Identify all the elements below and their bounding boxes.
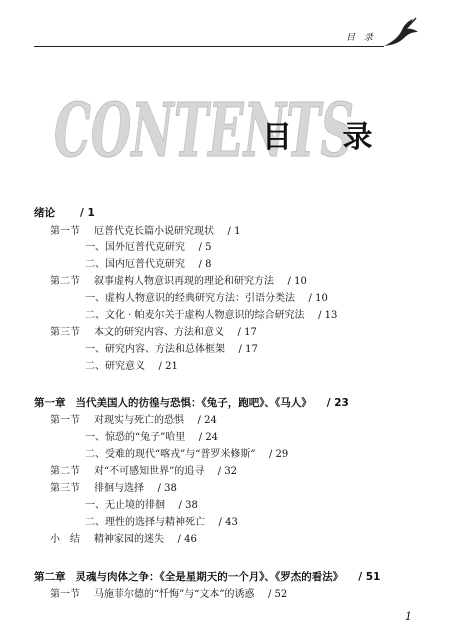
toc-sec-entry[interactable] xyxy=(50,466,237,478)
toc-sub-entry[interactable] xyxy=(85,449,288,461)
toc-sec-entry[interactable] xyxy=(50,589,287,601)
toc-entry-page: / 43 xyxy=(209,517,238,528)
toc-entry-label: 第一节 xyxy=(50,226,80,237)
toc-chapter-entry[interactable] xyxy=(34,207,95,219)
toc-entry-title: 叙事虚构人物意识再现的理论和研究方法 xyxy=(94,276,274,287)
watermark-text: CONTENTS xyxy=(54,92,354,172)
toc-entry-page: / 5 xyxy=(189,242,212,253)
toc-entry-title: 一、无止境的徘徊 xyxy=(85,500,165,511)
toc-sub-entry[interactable] xyxy=(85,517,238,529)
toc-sec-entry[interactable] xyxy=(50,534,197,546)
toc-sec-entry[interactable] xyxy=(50,415,217,427)
toc-entry-title: 精神家园的迷失 xyxy=(94,534,164,545)
toc-chapter-entry[interactable] xyxy=(34,397,349,409)
toc-entry-page: / 29 xyxy=(259,449,289,460)
toc-entry-page: / 51 xyxy=(347,571,381,583)
toc-entry-label: 绪论 xyxy=(34,207,55,219)
toc-entry-title: 一、虚构人物意识的经典研究方法：引语分类法 xyxy=(85,293,295,304)
toc-entry-title: 当代美国人的彷徨与恐惧：《兔子，跑吧》、《马人》 xyxy=(75,397,312,409)
toc-entry-title: 一、研究内容、方法和总体框架 xyxy=(85,344,225,355)
toc-sub-entry[interactable] xyxy=(85,432,218,444)
running-header xyxy=(0,0,455,56)
toc-entry-title: 徘徊与选择 xyxy=(94,483,144,494)
toc-entry-label: 小 结 xyxy=(50,534,80,545)
toc-entry-page: / 10 xyxy=(299,293,328,304)
toc-entry-page: / 52 xyxy=(258,589,288,600)
toc-entry-page: / 8 xyxy=(189,259,212,270)
toc-entry-page: / 38 xyxy=(148,483,177,494)
crane-logo-icon xyxy=(382,16,420,48)
toc-entry-title: 对现实与死亡的恐惧 xyxy=(94,415,184,426)
toc-sub-entry[interactable] xyxy=(85,361,178,373)
toc-entry-title: 二、国内厄普代克研究 xyxy=(85,259,185,270)
toc-sec-entry[interactable] xyxy=(50,276,307,288)
toc-sub-entry[interactable] xyxy=(85,344,258,356)
header-title: 目 录 xyxy=(346,33,376,43)
toc-sub-entry[interactable] xyxy=(85,242,211,254)
toc-entry-label: 第一节 xyxy=(50,589,80,600)
toc-entry-label: 第一章 xyxy=(34,397,66,409)
toc-entry-page: / 24 xyxy=(189,432,219,443)
toc-sub-entry[interactable] xyxy=(85,500,198,512)
toc-entry-page: / 24 xyxy=(188,415,217,426)
toc-entry-page: / 17 xyxy=(229,344,258,355)
toc-entry-label: 第二节 xyxy=(50,466,80,477)
toc-entry-label: 第三节 xyxy=(50,483,80,494)
toc-entry-page: / 32 xyxy=(208,466,238,477)
header-rule xyxy=(34,46,384,47)
toc-entry-title: 马施菲尔德的“忏悔”与“文本”的诱惑 xyxy=(94,589,255,600)
page-number: 1 xyxy=(405,610,412,623)
toc-sub-entry[interactable] xyxy=(85,259,211,271)
toc-entry-page: / 10 xyxy=(278,276,307,287)
page-title: 目 录 xyxy=(262,120,393,155)
toc-entry-title: 二、理性的选择与精神死亡 xyxy=(85,517,205,528)
toc-sec-entry[interactable] xyxy=(50,483,177,495)
toc-entry-page: / 21 xyxy=(149,361,178,372)
toc-entry-title: 本文的研究内容、方法和意义 xyxy=(94,327,224,338)
toc-entry-page: / 1 xyxy=(69,207,95,219)
toc-entry-page: / 23 xyxy=(315,397,349,409)
toc-entry-title: 厄普代克长篇小说研究现状 xyxy=(94,226,214,237)
toc-sub-entry[interactable] xyxy=(85,293,328,305)
toc-sec-entry[interactable] xyxy=(50,327,257,339)
toc-sub-entry[interactable] xyxy=(85,310,337,322)
toc-entry-label: 第一节 xyxy=(50,415,80,426)
toc-entry-title: 二、文化 · 帕麦尔关于虚构人物意识的综合研究法 xyxy=(85,310,305,321)
toc-entry-title: 灵魂与肉体之争：《全是星期天的一个月》、《罗杰的看法》 xyxy=(75,571,344,583)
toc-entry-page: / 17 xyxy=(228,327,257,338)
toc-entry-page: / 38 xyxy=(169,500,198,511)
toc-entry-page: / 1 xyxy=(218,226,241,237)
toc-entry-page: / 13 xyxy=(308,310,338,321)
toc-entry-page: / 46 xyxy=(168,534,197,545)
toc-entry-title: 一、国外厄普代克研究 xyxy=(85,242,185,253)
toc-entry-label: 第二章 xyxy=(34,571,66,583)
toc-chapter-entry[interactable] xyxy=(34,571,380,583)
toc-entry-label: 第三节 xyxy=(50,327,80,338)
toc-sec-entry[interactable] xyxy=(50,226,240,238)
toc-entry-title: 二、研究意义 xyxy=(85,361,145,372)
toc-entry-label: 第二节 xyxy=(50,276,80,287)
toc-entry-title: 一、惊恐的“兔子”哈里 xyxy=(85,432,186,443)
toc-entry-title: 对“不可感知世界”的追寻 xyxy=(94,466,205,477)
toc-entry-title: 二、受难的现代“喀戎”与“普罗米修斯” xyxy=(85,449,256,460)
